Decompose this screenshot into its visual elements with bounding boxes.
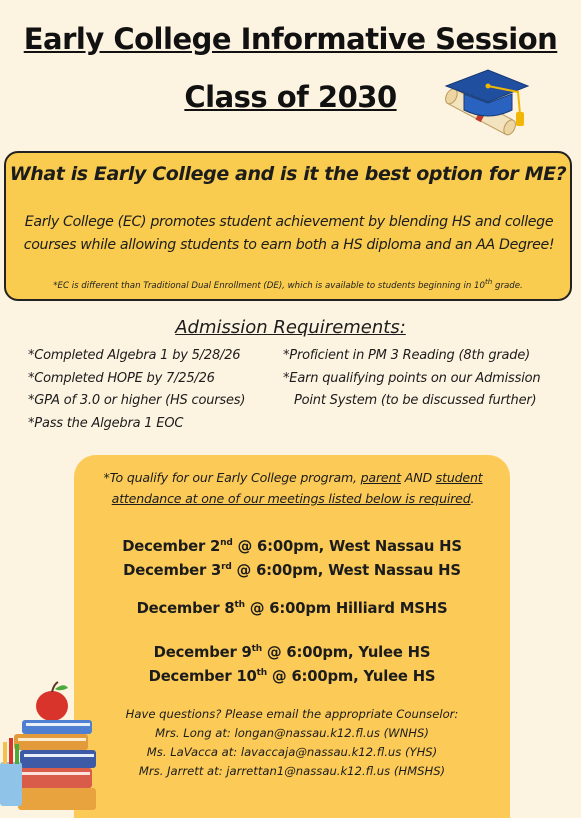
note-sup: th bbox=[484, 277, 493, 286]
qualification-note bbox=[88, 467, 498, 509]
qual-line2: attendance at one of our meetings listed below is required bbox=[111, 491, 471, 506]
requirement-item: *Earn qualifying points on our Admission bbox=[283, 370, 541, 386]
meetings-panel bbox=[74, 455, 510, 818]
info-box-body bbox=[12, 211, 566, 257]
meeting-item bbox=[74, 668, 510, 685]
meeting-date: December 10 bbox=[148, 668, 257, 685]
meeting-detail: @ 6:00pm, West Nassau HS bbox=[232, 538, 462, 555]
meeting-date-sup: th bbox=[251, 644, 262, 655]
meeting-date-sup: th bbox=[234, 600, 245, 611]
meeting-item bbox=[74, 538, 510, 555]
requirement-item: *Completed Algebra 1 by 5/28/26 bbox=[28, 348, 241, 363]
graduation-cap-icon bbox=[438, 64, 530, 148]
info-box-body-line: Early College (EC) promotes student achievement by blending HS and college bbox=[24, 214, 554, 230]
contact-section bbox=[74, 705, 510, 781]
meeting-detail: @ 6:00pm, West Nassau HS bbox=[231, 562, 461, 579]
qualification-line bbox=[88, 488, 498, 509]
requirement-item: *Proficient in PM 3 Reading (8th grade) bbox=[283, 348, 531, 363]
early-college-info-box bbox=[4, 151, 572, 301]
qual-end: . bbox=[470, 491, 475, 506]
requirement-item: *Pass the Algebra 1 EOC bbox=[28, 415, 184, 431]
meeting-detail: @ 6:00pm, Yulee HS bbox=[266, 668, 436, 685]
meeting-item bbox=[74, 644, 510, 661]
meeting-date: December 9 bbox=[153, 644, 252, 661]
qual-student: student bbox=[435, 470, 483, 485]
meeting-item bbox=[74, 562, 510, 579]
note-text: *EC is different than Traditional Dual Enrollment (DE), which is available to students beginning in 10 bbox=[53, 280, 485, 291]
qual-and: AND bbox=[401, 470, 436, 485]
contact-heading: Have questions? Please email the appropriate Counselor: bbox=[125, 707, 459, 721]
admission-heading: Admission Requirements: bbox=[175, 317, 406, 338]
qual-text: *To qualify for our Early College program, bbox=[103, 470, 361, 485]
admission-list-left bbox=[28, 345, 245, 435]
meeting-detail: @ 6:00pm, Yulee HS bbox=[261, 644, 431, 661]
books-apple-icon bbox=[0, 680, 100, 818]
meeting-detail: @ 6:00pm Hilliard MSHS bbox=[244, 600, 448, 617]
info-box-body-line: courses while allowing students to earn both a HS diploma and an AA Degree! bbox=[23, 237, 555, 253]
admission-list-right bbox=[283, 345, 540, 413]
meeting-item bbox=[74, 600, 510, 617]
note-text-end: grade. bbox=[492, 280, 523, 291]
dual-enrollment-note bbox=[6, 277, 570, 291]
meeting-date: December 3 bbox=[123, 562, 222, 579]
requirement-item: *GPA of 3.0 or higher (HS courses) bbox=[28, 393, 246, 408]
contact-line: Ms. LaVacca at: lavaccaja@nassau.k12.fl.us (YHS) bbox=[146, 745, 438, 759]
contact-line: Mrs. Jarrett at: jarrettan1@nassau.k12.fl.us (HMSHS) bbox=[138, 764, 446, 778]
meeting-date-sup: th bbox=[256, 668, 267, 679]
meeting-date: December 2 bbox=[122, 538, 221, 555]
qualification-line bbox=[88, 467, 498, 488]
requirement-item: Point System (to be discussed further) bbox=[294, 393, 537, 408]
contact-line: Mrs. Long at: longan@nassau.k12.fl.us (WNHS) bbox=[155, 726, 429, 740]
meeting-date-sup: nd bbox=[220, 538, 233, 549]
qual-parent: parent bbox=[360, 470, 401, 485]
page-title: Early College Informative Session bbox=[23, 22, 558, 56]
info-box-heading: What is Early College and is it the best option for ME? bbox=[9, 163, 567, 185]
page-subtitle: Class of 2030 bbox=[184, 80, 397, 114]
meeting-date-sup: rd bbox=[221, 562, 232, 573]
requirement-item: *Completed HOPE by 7/25/26 bbox=[28, 370, 215, 386]
meeting-date: December 8 bbox=[136, 600, 235, 617]
